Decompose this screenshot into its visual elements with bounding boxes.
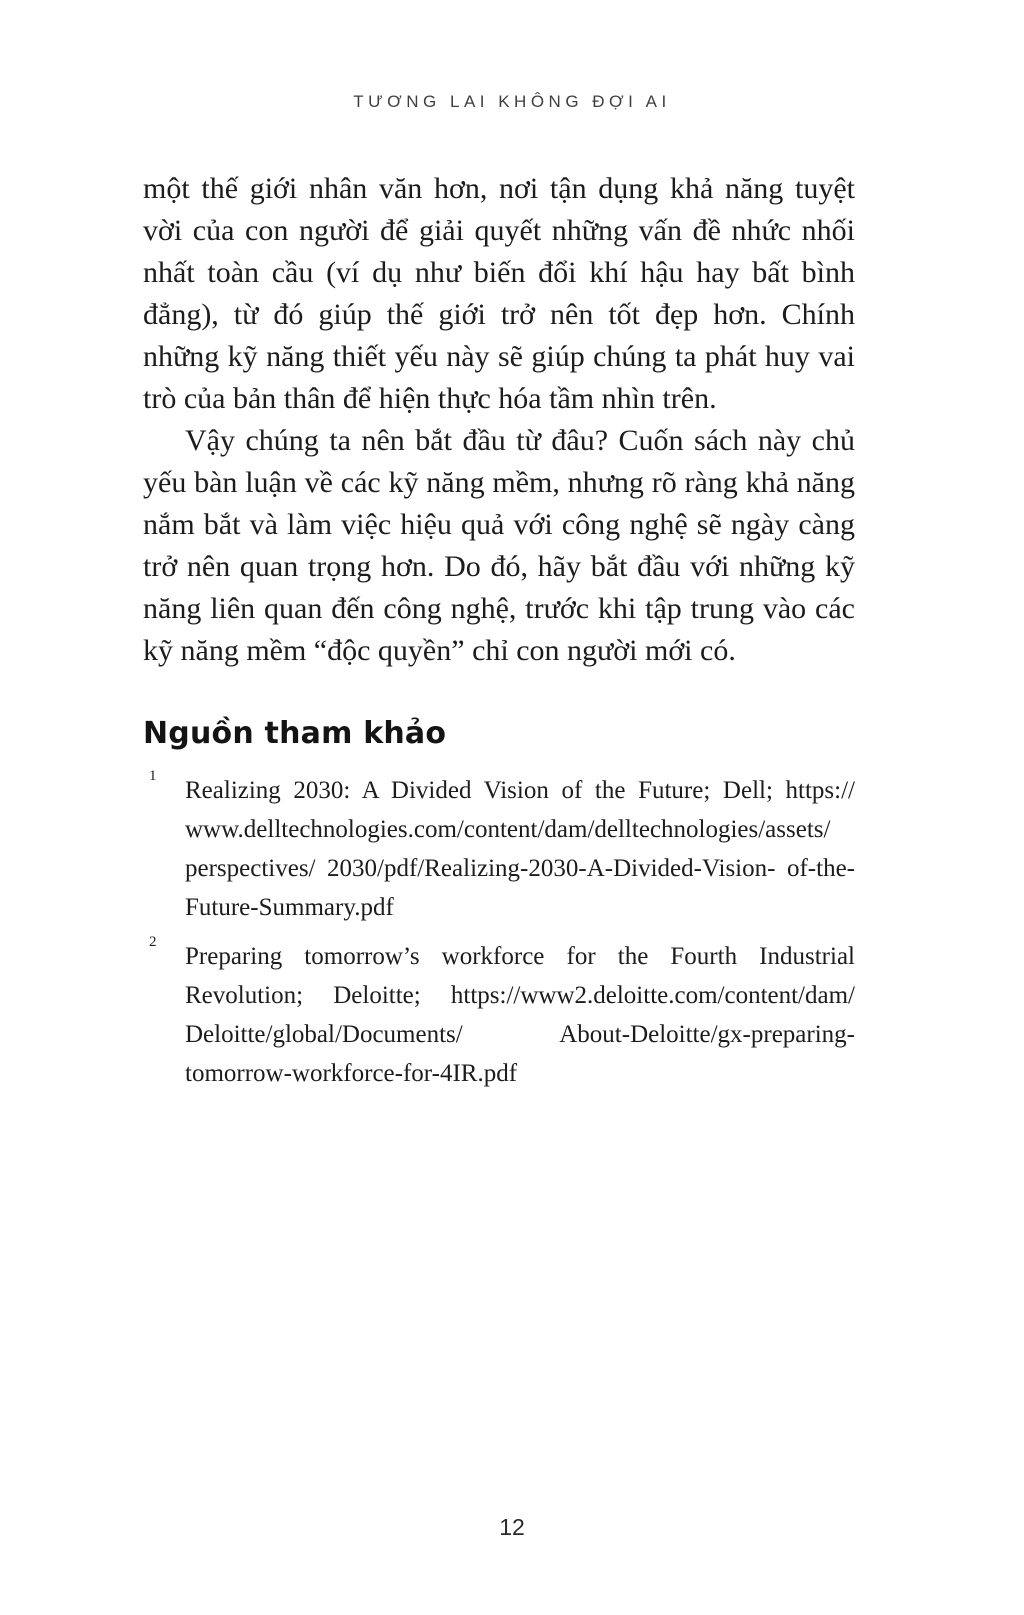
reference-text: Realizing 2030: A Divided Vision of the Future; Dell; https:// www.delltechnologies.com/content/dam/delltechnologies/assets/ perspectives/ 2030/pdf/Realizing-2030-A-Divided-Vision- of-the-Future-Summary.pdf [185, 777, 855, 921]
body-paragraph-2: Vậy chúng ta nên bắt đầu từ đâu? Cuốn sách này chủ yếu bàn luận về các kỹ năng mềm, nhưng rõ ràng khả năng nắm bắt và làm việc hiệu quả với công nghệ sẽ ngày càng trở nên quan trọng hơn. Do đó, hãy bắt đầu với những kỹ năng liên quan đến công nghệ, trước khi tập trung vào các kỹ năng mềm “độc quyền” chỉ con người mới có. [143, 424, 855, 667]
running-header: TƯƠNG LAI KHÔNG ĐỢI AI [353, 92, 671, 111]
reference-text: Preparing tomorrow’s workforce for the Fourth Industrial Revolution; Deloitte; https://www2.deloitte.com/content/dam/ Deloitte/global/Documents/ About-Deloitte/gx-preparing-tomorrow-workforce-for-4IR.pdf [185, 943, 855, 1087]
references-list [143, 768, 855, 1093]
references-heading: Nguồn tham khảo [143, 716, 447, 751]
page-number: 12 [499, 1514, 525, 1540]
reference-item [143, 934, 855, 1093]
reference-item [143, 768, 855, 927]
footnote-number: 2 [149, 934, 157, 950]
body-paragraph-1: một thế giới nhân văn hơn, nơi tận dụng khả năng tuyệt vời của con người để giải quyết những vấn đề nhức nhối nhất toàn cầu (ví dụ như biến đổi khí hậu hay bất bình đẳng), từ đó giúp thế giới trở nên tốt đẹp hơn. Chính những kỹ năng thiết yếu này sẽ giúp chúng ta phát huy vai trò của bản thân để hiện thực hóa tầm nhìn trên. [143, 172, 855, 415]
page-content [143, 168, 855, 1103]
footnote-number: 1 [149, 768, 157, 784]
